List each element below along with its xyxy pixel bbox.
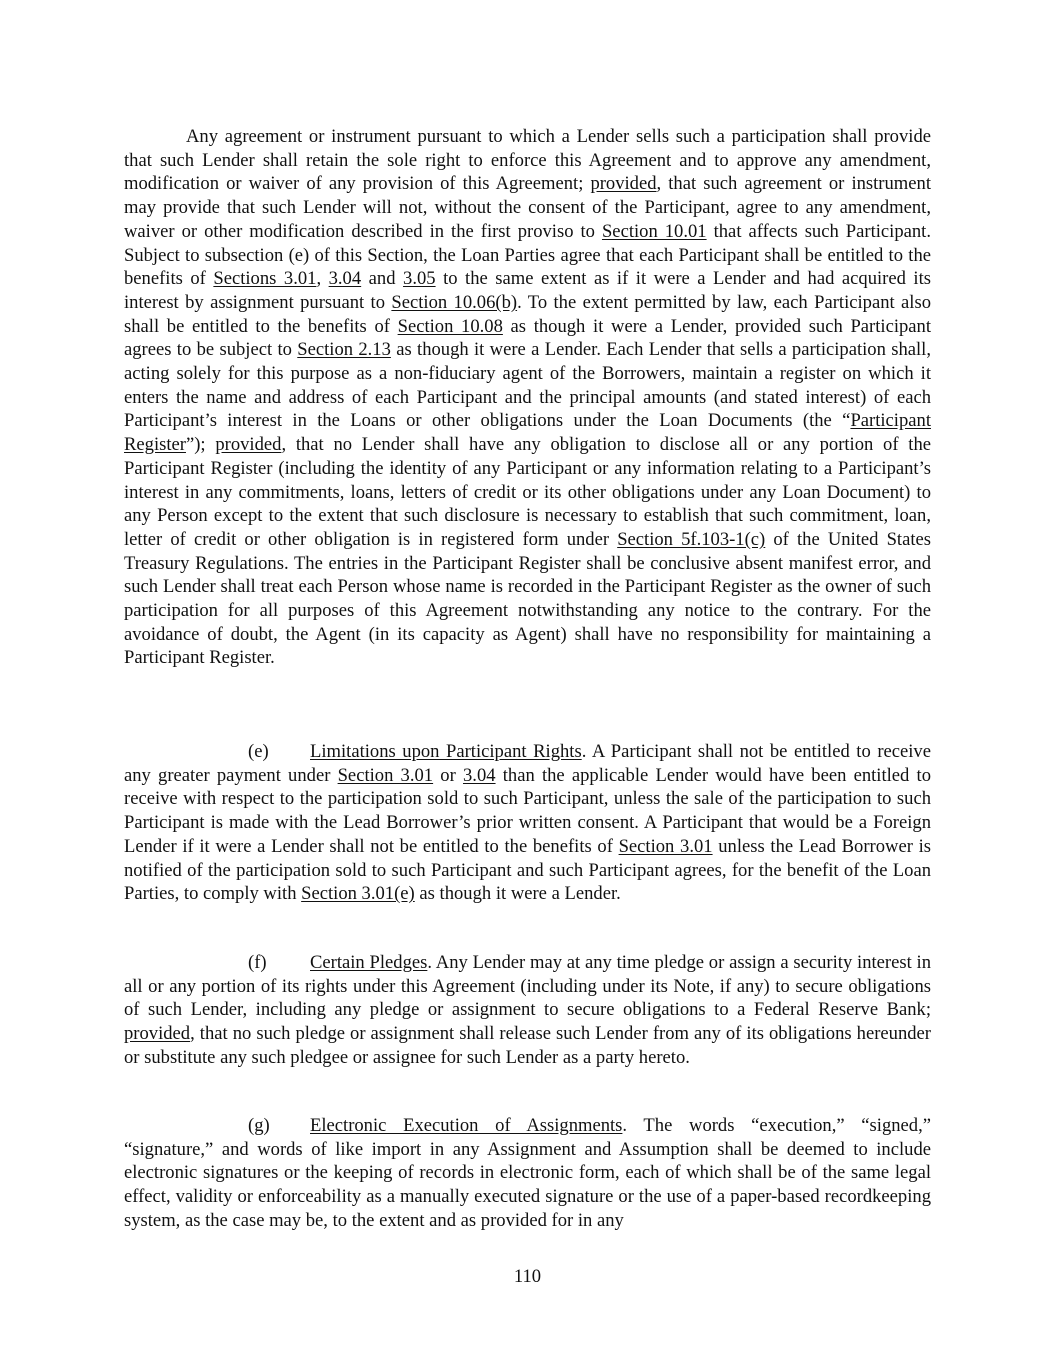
text-run: , that no Lender shall have any obligation to disclose all or any portion of the Participant Register (including the identity of any Participant or any information relating to a Participant’s interest in any commitments, loans, letters of credit or its other obligations under any Loan Document) to any Person except to the extent that such disclosure is necessary to establish that such commitment, loan, letter of credit or other obligation is in registered form under xyxy=(124,434,931,550)
defined-term: Participant Register xyxy=(124,410,931,456)
text-run: . To the extent permitted by law, each Participant also shall be entitled to the benefits of xyxy=(124,291,931,337)
paragraph-electronic-execution xyxy=(124,1114,931,1233)
section-reference: 3.04 xyxy=(463,764,496,786)
text-run: ”); xyxy=(185,434,216,456)
page-number: 110 xyxy=(513,1266,542,1287)
text-run: , that no such pledge or assignment shall release such Lender from any of its obligations hereunder or substitute any such pledgee or assignee for such Lender as a party hereto. xyxy=(124,1023,931,1068)
text-run: to the same extent as if it were a Lender and had acquired its interest by assignment pursuant to xyxy=(124,268,931,313)
subsection-label: (e) xyxy=(248,741,269,762)
section-reference: Section 5f.103-1(c) xyxy=(617,528,766,550)
paragraph-limitations-upon-participant-rights xyxy=(124,740,931,906)
underlined-term-provided: provided xyxy=(215,434,282,456)
underlined-term-provided: provided xyxy=(124,1023,191,1045)
paragraph-participant-rights xyxy=(124,125,931,670)
text-run: that affects such Participant. Subject to subsection (e) of this Section, the Loan Parties agree that each Participant shall be entitled to the benefits of xyxy=(124,220,931,290)
subsection-heading: Certain Pledges xyxy=(310,952,428,973)
paragraph-certain-pledges xyxy=(124,951,931,1070)
text-run: , xyxy=(316,268,329,290)
section-reference: 3.05 xyxy=(403,268,436,290)
underlined-term-provided: provided xyxy=(590,173,657,195)
section-reference: Sections 3.01 xyxy=(213,268,317,290)
text-run: or xyxy=(433,764,463,786)
subsection-label: (g) xyxy=(248,1115,270,1136)
section-reference: Section 10.01 xyxy=(601,220,707,242)
section-reference: Section 10.08 xyxy=(397,315,503,337)
text-run: of the United States Treasury Regulations. The entries in the Participant Register shall be conclusive absent manifest error, and such Lender shall treat each Person whose name is recorded in the Participant Register as the owner of such participation for all purposes of this Agreement notwithstanding any notice to the contrary. For the avoidance of doubt, the Agent (in its capacity as Agent) shall have no responsibility for maintaining a Participant Register. xyxy=(124,528,931,669)
section-reference: Section 3.01(e) xyxy=(301,883,415,905)
section-reference: Section 2.13 xyxy=(297,339,391,361)
section-reference: Section 3.01 xyxy=(618,835,713,857)
text-run: . Any Lender may at any time pledge or assign a security interest in all or any portion of its rights under this Agreement (including under its Note, if any) to secure obligations of such Lender, including any pledge or assignment to secure obligations to a Federal Reserve Bank; xyxy=(124,952,932,1021)
section-reference: Section 3.01 xyxy=(337,764,434,786)
text-run: Any agreement or instrument pursuant to which a Lender sells such a participation shall provide that such Lender shall retain the sole right to enforce this Agreement and to approve any amendment, modification or waiver of any provision of this Agreement; xyxy=(124,126,931,195)
section-reference: 3.04 xyxy=(328,268,362,290)
text-run: as though it were a Lender, provided such Participant agrees to be subject to xyxy=(124,315,931,361)
text-run: , that such agreement or instrument may provide that such Lender will not, without the consent of the Participant, agree to any amendment, waiver or other modification described in the first proviso to xyxy=(124,173,931,242)
subsection-label: (f) xyxy=(248,952,267,973)
section-reference: Section 10.06(b) xyxy=(391,291,518,313)
text-run: . The words “execution,” “signed,” “signature,” and words of like import in any Assignment and Assumption shall be deemed to include electronic signatures or the keeping of records in electronic form, each of which shall be of the same legal effect, validity or enforceability as a manually executed signature or the use of a paper-based recordkeeping system, as the case may be, to the extent and as provided for in any xyxy=(124,1115,931,1231)
text-run: as though it were a Lender. xyxy=(414,883,621,905)
text-run: unless the Lead Borrower is notified of the participation sold to such Participant and such Participant agrees, for the benefit of the Loan Parties, to comply with xyxy=(124,835,931,905)
text-run: and xyxy=(361,268,404,290)
text-run: . A Participant shall not be entitled to receive any greater payment under xyxy=(124,741,931,786)
text-run: than the applicable Lender would have been entitled to receive with respect to the participation sold to such Participant, unless the sale of the participation to such Participant is made with the Lead Borrower’s prior written consent. A Participant that would be a Foreign Lender if it were a Lender shall not be entitled to the benefits of xyxy=(124,764,931,857)
text-run: as though it were a Lender. Each Lender that sells a participation shall, acting solely for this purpose as a non-fiduciary agent of the Borrowers, maintain a register on which it enters the name and address of each Participant and the principal amounts (and stated interest) of each Participant’s interest in the Loans or other obligations under the Loan Documents (the “ xyxy=(124,339,931,432)
subsection-heading: Limitations upon Participant Rights xyxy=(310,741,582,762)
subsection-heading: Electronic Execution of Assignments xyxy=(310,1115,623,1136)
